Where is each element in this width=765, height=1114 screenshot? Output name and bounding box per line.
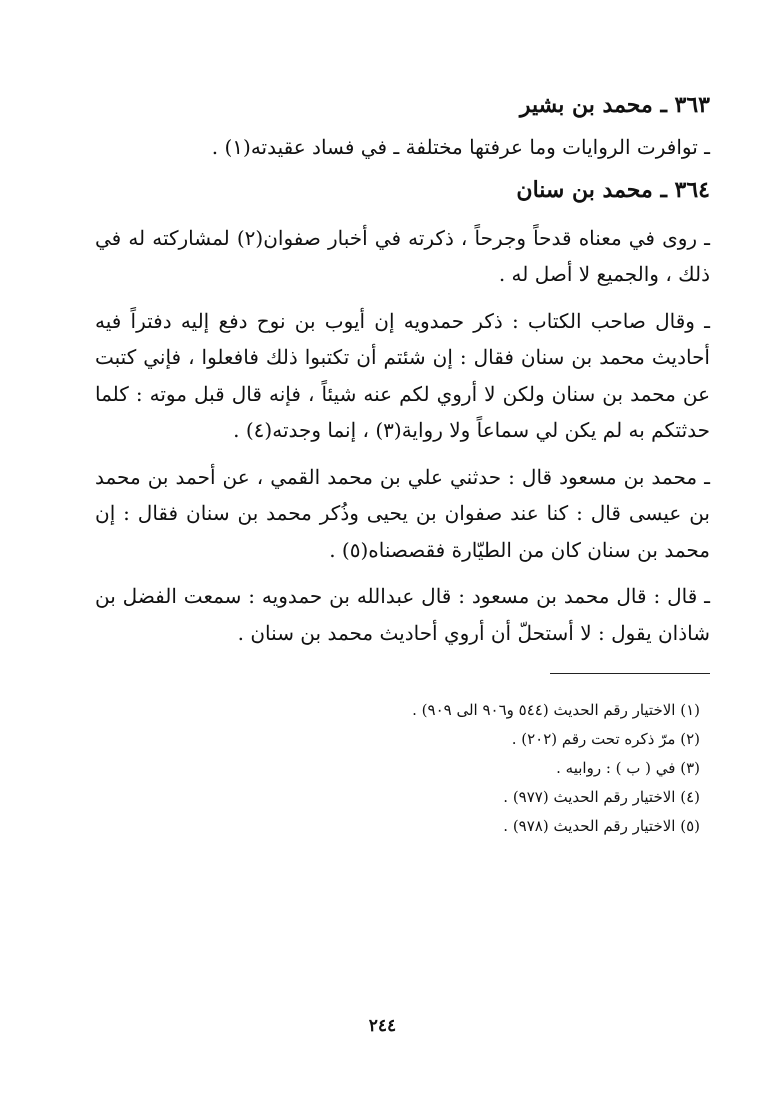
footnote-item: (٥) الاختيار رقم الحديث (٩٧٨) . <box>503 817 700 835</box>
entry-paragraph: ـ قال : قال محمد بن مسعود : قال عبدالله بن حمدويه : سمعت الفضل بن شاذان يقول : لا أستحلّ أن أروي أحاديث محمد بن سنان . <box>95 584 710 645</box>
entry-paragraph: ـ وقال صاحب الكتاب : ذكر حمدويه إن أيوب بن نوح دفع إليه دفتراً فيه أحاديث محمد بن سنان فقال : إن شئتم أن تكتبوا ذلك فافعلوا ، فإني كتبت عن محمد بن سنان ولكن لا أروي لكم عنه شيئاً ، فإنه قال قبل موته : كلما حدثتكم به لم يكن لي سماعاً ولا رواية(٣) ، إنما وجدته(٤) . <box>95 308 710 442</box>
entry-paragraph: ـ محمد بن مسعود قال : حدثني علي بن محمد القمي ، عن أحمد بن محمد بن عيسى قال : كنا عند صفوان بن يحيى وذُكر محمد بن سنان فقال : إن محمد بن سنان كان من الطيّارة فقصصناه(٥) . <box>95 464 710 562</box>
footnote-item: (١) الاختيار رقم الحديث (٥٤٤ و٩٠٦ الى ٩٠٩) . <box>412 701 700 719</box>
entry-heading: ٣٦٣ ـ محمد بن بشير <box>519 92 710 118</box>
footnote-item: (٢) مرّ ذكره تحت رقم (٢٠٢) . <box>511 730 700 748</box>
page-number: ٢٤٤ <box>368 1016 397 1036</box>
entry-paragraph: ـ روى في معناه قدحاً وجرحاً ، ذكرته في أخبار صفوان(٢) لمشاركته له في ذلك ، والجميع لا أصل له . <box>95 225 710 286</box>
entry-363 <box>95 85 710 166</box>
entry-paragraph: ـ توافرت الروايات وما عرفتها مختلفة ـ في فساد عقيدته(١) . <box>211 135 710 159</box>
entry-364 <box>95 170 710 652</box>
footnote-item: (٤) الاختيار رقم الحديث (٩٧٧) . <box>503 788 700 806</box>
footnote-item: (٣) في ( ب ) : روابيه . <box>556 759 700 777</box>
book-page <box>95 85 710 841</box>
footnote-divider <box>550 673 710 674</box>
footnotes-list <box>95 696 710 841</box>
entry-heading: ٣٦٤ ـ محمد بن سنان <box>516 176 710 203</box>
